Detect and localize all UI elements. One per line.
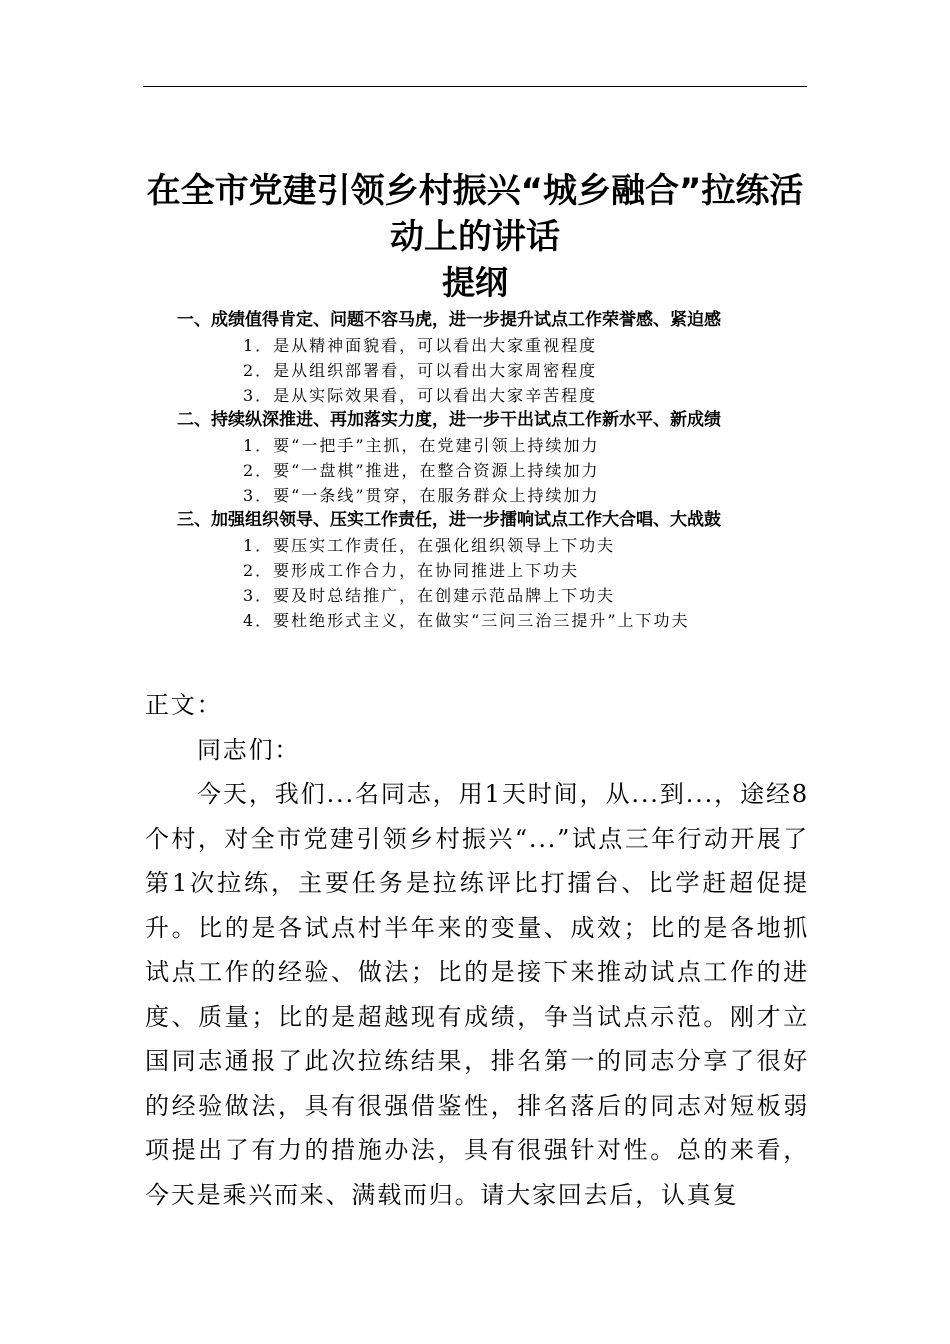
outline-item: 1．要压实工作责任，在强化组织领导上下功夫: [243, 536, 616, 555]
document-title: 在全市党建引领乡村振兴“城乡融合”拉练活动上的讲话: [146, 171, 804, 257]
outline-item: 2．要“一盘棋”推进，在整合资源上持续加力: [243, 461, 600, 480]
outline-item: 1．是从精神面貌看，可以看出大家重视程度: [243, 336, 598, 355]
outline-heading: 提纲: [442, 263, 508, 302]
outline-item: 2．要形成工作合力，在协同推进上下功夫: [243, 561, 580, 580]
body-text: [145, 683, 809, 1217]
outline-item: 2．是从组织部署看，可以看出大家周密程度: [243, 361, 598, 380]
body-paragraph: 今天，我们...名同志，用1天时间，从...到...，途经8个村，对全市党建引领乡村振兴“...”试点三年行动开展了第1次拉练，主要任务是拉练评比打擂台、比学赶超促提升。比的是各试点村半年来的变量、成效；比的是各地抓试点工作的经验、做法；比的是接下来推动试点工作的进度、质量；比的是超越现有成绩，争当试点示范。刚才立国同志通报了此次拉练结果，排名第一的同志分享了很好的经验做法，具有很强借鉴性，排名落后的同志对短板弱项提出了有力的措施办法，具有很强针对性。总的来看，今天是乘兴而来、满载而归。请大家回去后，认真复: [145, 780, 809, 1209]
outline-item: 3．是从实际效果看，可以看出大家辛苦程度: [243, 386, 598, 405]
section-heading: 一、成绩值得肯定、问题不容马虎，进一步提升试点工作荣誉感、紧迫感: [177, 310, 721, 330]
outline: [0, 308, 950, 633]
salutation: 同志们：: [197, 735, 301, 764]
section-heading: 三、加强组织领导、压实工作责任，进一步擂响试点工作大合唱、大战鼓: [177, 510, 721, 530]
body-label: 正文：: [145, 691, 223, 719]
outline-item: 4．要杜绝形式主义，在做实“三问三治三提升”上下功夫: [243, 611, 690, 630]
section-heading: 二、持续纵深推进、再加落实力度，进一步干出试点工作新水平、新成绩: [177, 410, 721, 430]
outline-item: 1．要“一把手”主抓，在党建引领上持续加力: [243, 436, 600, 455]
header-rule: [143, 86, 807, 87]
outline-item: 3．要“一条线”贯穿，在服务群众上持续加力: [243, 486, 600, 505]
outline-item: 3．要及时总结推广，在创建示范品牌上下功夫: [243, 586, 616, 605]
